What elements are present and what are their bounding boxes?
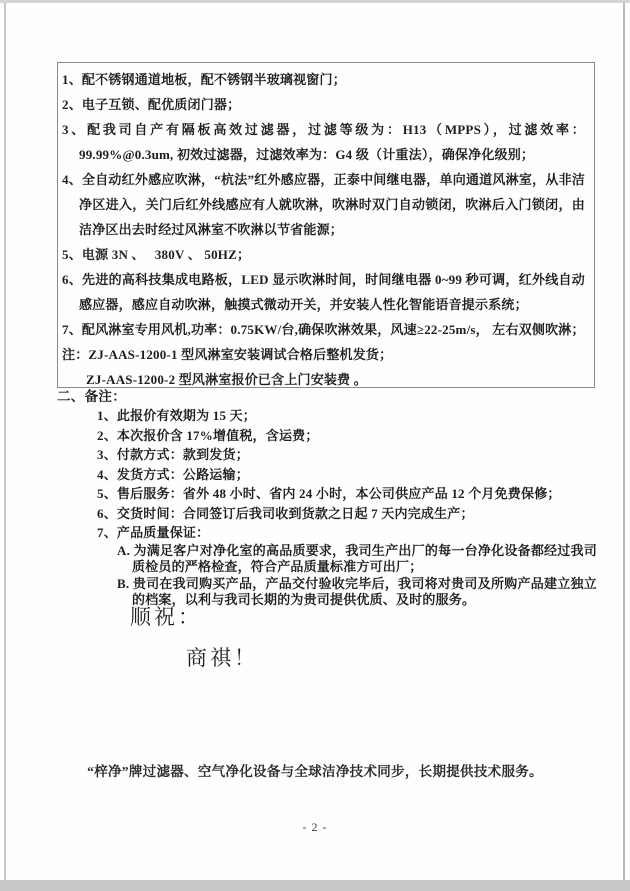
spec-item-4: 4、全自动红外感应吹淋，“杭法”红外感应器，正泰中间继电器，单向通道风淋室，从非洁净区进入，关门后红外线感应有人就吹淋，吹淋时双门自动锁闭，吹淋后入门锁闭，由洁净区出去时经过风淋室不吹淋以节省能源； — [62, 172, 585, 237]
spec-item-1: 1、配不锈钢通道地板，配不锈钢半玻璃视窗门； — [62, 72, 346, 87]
spec-item-5: 5、电源 3N 、 380V 、 50HZ； — [62, 247, 251, 262]
spec-item-3: 3、配我司自产有隔板高效过滤器，过滤等级为：H13（MPPS），过滤效率：99.99%@0.3um, 初效过滤器，过滤效率为：G4 级（计重法），确保净化级别； — [62, 122, 585, 162]
quality-sub-item-b: B. 贵司在我司购买产品，产品交付验收完毕后，我司将对贵司及所购产品建立独立的档案，以利与我司长期的为贵司提供优质、及时的服务。 — [117, 575, 597, 607]
scan-edge-left — [4, 3, 6, 880]
scan-edge-top — [0, 0, 630, 3]
footer-slogan: “梓净”牌过滤器、空气净化设备与全球洁净技术同步，长期提供技术服务。 — [87, 764, 543, 779]
remark-item-1: 1、此报价有效期为 15 天； — [97, 408, 257, 423]
remark-item-4: 4、发货方式：公路运输； — [97, 466, 249, 482]
spec-item-7: 7、配风淋室专用风机,功率：0.75KW/台,确保吹淋效果，风速≥22-25m/s， 左右双侧吹淋； — [62, 322, 585, 337]
greeting-line-1: 顺祝： — [130, 605, 202, 629]
scan-edge-bottom — [0, 880, 630, 891]
remark-item-2: 2、本次报价含 17%增值税，含运费； — [97, 427, 319, 443]
page-number: - 2 - — [302, 820, 328, 834]
remarks-section — [57, 387, 597, 609]
greeting-line-2: 商祺！ — [186, 646, 258, 670]
remark-item-3: 3、付款方式：款到发货； — [97, 447, 249, 462]
spec-item-2: 2、电子互锁、配优质闭门器； — [62, 97, 241, 112]
remarks-heading: 二、备注： — [57, 389, 126, 404]
remark-item-7: 7、产品质量保证： — [97, 525, 210, 540]
quality-sub-item-a: A. 为满足客户对净化室的高品质要求，我司生产出厂的每一台净化设备都经过我司质检员的严格检查，符合产品质量标准方可出厂； — [117, 542, 597, 574]
remark-item-6: 6、交货时间：合同签订后我司收到货款之日起 7 天内完成生产； — [97, 505, 474, 521]
spec-item-6: 6、先进的高科技集成电路板，LED 显示吹淋时间，时间继电器 0~99 秒可调，红外线自动感应器，感应自动吹淋，触摸式微动开关，并安装人性化智能语音提示系统； — [62, 272, 585, 312]
scan-edge-right — [623, 3, 625, 880]
closing-salutation — [130, 601, 258, 672]
spec-note-line-2: ZJ-AAS-1200-2 型风淋室报价已含上门安装费 。 — [86, 372, 367, 387]
spec-note-line-1: 注：ZJ-AAS-1200-1 型风淋室安装调试合格后整机发货； — [62, 347, 393, 362]
remark-item-5: 5、售后服务：省外 48 小时、省内 24 小时，本公司供应产品 12 个月免费保修； — [97, 486, 561, 501]
spec-box — [57, 62, 595, 388]
